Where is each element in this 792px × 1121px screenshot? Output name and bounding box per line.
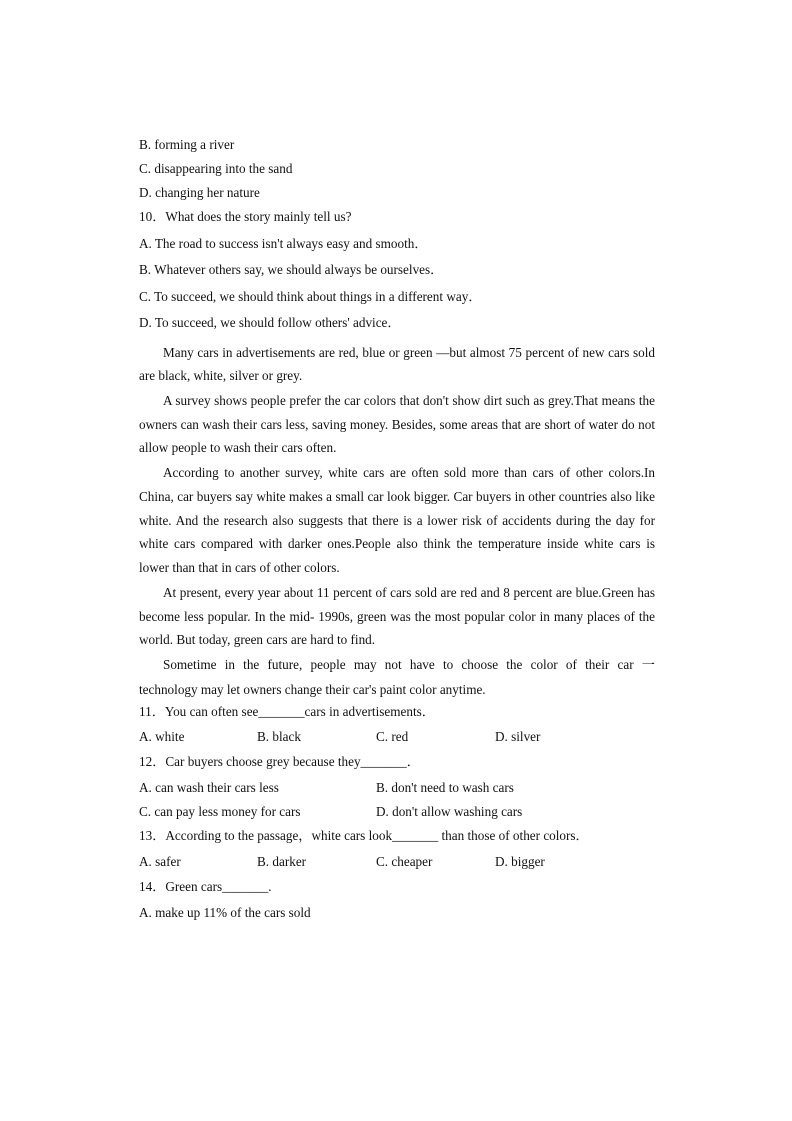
q12-options-row-1: [139, 779, 655, 803]
q12-options-row-2: [139, 803, 655, 827]
q13-option-c: C. cheaper: [376, 853, 433, 869]
q9-option-b: B. forming a river: [139, 137, 235, 152]
q10-option-c: C. To succeed, we should think about things in a different way．: [139, 288, 482, 304]
q12-option-b: B. don't need to wash cars: [376, 779, 514, 795]
q13-option-a: A. safer: [139, 853, 181, 869]
q11-option-b: B. black: [257, 728, 301, 744]
q13-option-d: D. bigger: [495, 853, 545, 869]
passage-paragraph-5-line-2: technology may let owners change their car's paint color anytime.: [139, 681, 486, 697]
q10-option-b: B. Whatever others say, we should always be ourselves．: [139, 262, 444, 277]
q10-option-d: D. To succeed, we should follow others' advice．: [139, 315, 401, 330]
passage-paragraph-4: At present, every year about 11 percent of cars sold are red and 8 percent are blue.Green has become less popular. In the mid- 1990s, green was the most popular color in many places of the world. But today, green cars are hard to find.: [139, 584, 655, 648]
q13-stem: 13．According to the passage，white cars look_______ than those of other colors．: [139, 827, 589, 843]
q12-option-c: C. can pay less money for cars: [139, 803, 301, 819]
worksheet-page: [139, 136, 655, 928]
passage-paragraph-5: [139, 653, 655, 677]
q10-option-a: A. The road to success isn't always easy and smooth．: [139, 235, 428, 251]
q13-options: [139, 853, 655, 878]
passage-paragraph-5-line-1: Sometime in the future, people may not have to choose the color of their car 一: [163, 657, 655, 673]
q12-option-d: D. don't allow washing cars: [376, 803, 523, 819]
q11-options: [139, 728, 655, 753]
q11-stem: 11．You can often see_______cars in advertisements．: [139, 703, 435, 719]
q14-stem: 14．Green cars_______.: [139, 878, 272, 894]
passage-paragraph-1: Many cars in advertisements are red, blue or green —but almost 75 percent of new cars sold are black, white, silver or grey.: [139, 344, 655, 384]
passage-paragraph-3: According to another survey, white cars are often sold more than cars of other colors.In China, car buyers say white makes a small car look bigger. Car buyers in other countries also like white. And the research also suggests that there is a lower risk of accidents during the day for white cars compared with darker ones.People also think the temperature inside white cars is lower than that in cars of other colors.: [139, 465, 655, 575]
q11-option-a: A. white: [139, 728, 185, 744]
q12-stem: 12．Car buyers choose grey because they_______．: [139, 753, 420, 769]
q14-option-a: A. make up 11% of the cars sold: [139, 904, 311, 920]
q9-option-c: C. disappearing into the sand: [139, 161, 293, 176]
passage-paragraph-2: A survey shows people prefer the car colors that don't show dirt such as grey.That means the owners can wash their cars less, saving money. Besides, some areas that are short of water do not allow people to wash their cars often.: [139, 393, 655, 456]
q13-option-b: B. darker: [257, 853, 307, 869]
q9-option-d: D. changing her nature: [139, 185, 260, 200]
q12-option-a: A. can wash their cars less: [139, 779, 279, 795]
q11-option-d: D. silver: [495, 728, 541, 744]
q10-stem: 10．What does the story mainly tell us?: [139, 209, 352, 224]
q11-option-c: C. red: [376, 728, 409, 744]
